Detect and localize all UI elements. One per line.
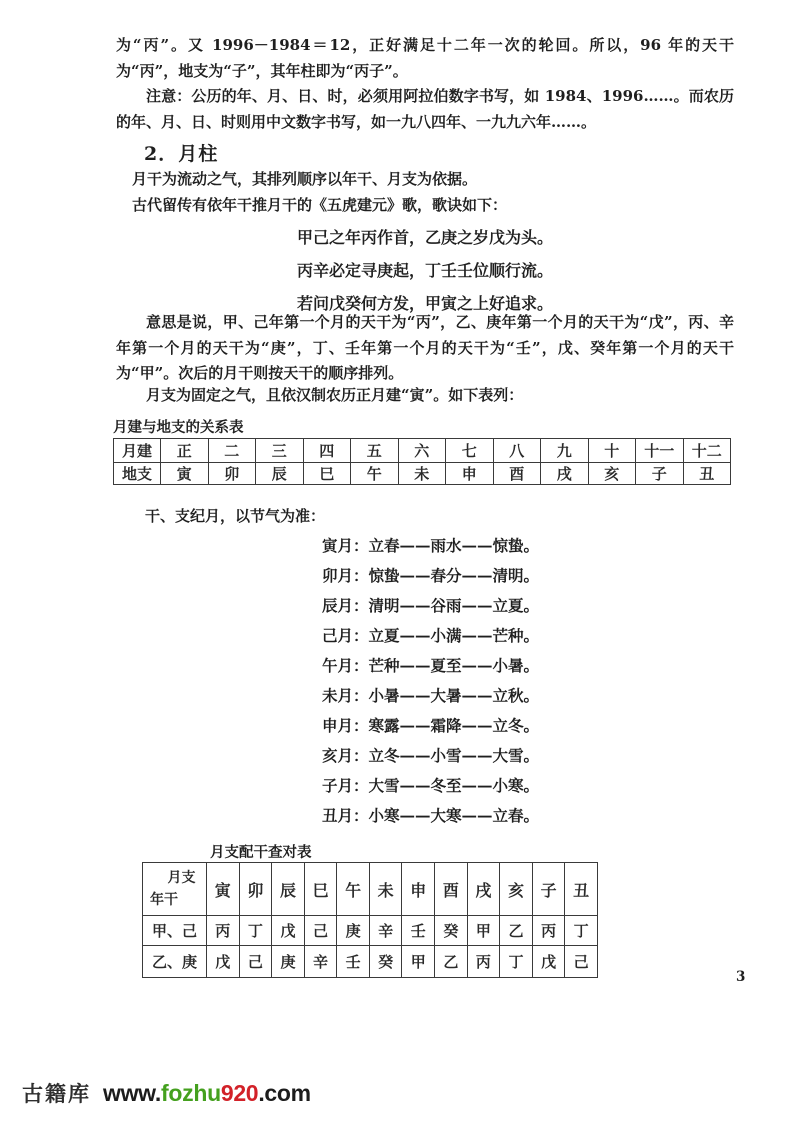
footer [22, 1078, 311, 1108]
url-fozhu-segment: fozhu [161, 1080, 221, 1106]
column-header-cell: 寅 [207, 863, 240, 916]
intro-line-2: 古代留传有依年干推月干的《五虎建元》歌，歌诀如下： [132, 196, 508, 214]
site-url [103, 1080, 311, 1107]
table-cell: 丁 [239, 916, 272, 946]
table-cell: 辰 [256, 463, 304, 485]
table-cell: 丙 [532, 916, 565, 946]
table-cell: 丑 [683, 463, 731, 485]
table-cell: 九 [541, 439, 589, 463]
url-tld-segment: .com [258, 1080, 311, 1106]
list-item: 未月：小暑——大暑——立秋。 [322, 686, 540, 705]
url-920-segment: 920 [220, 1080, 259, 1106]
table1-title: 月建与地支的关系表 [113, 419, 244, 436]
table-cell: 巳 [303, 463, 351, 485]
table-cell: 酉 [493, 463, 541, 485]
table-cell: 戊 [272, 916, 305, 946]
table-cell: 甲 [402, 946, 435, 978]
month-branch-table [113, 438, 731, 485]
column-header-cell: 巳 [304, 863, 337, 916]
table-cell: 庚 [337, 916, 370, 946]
table2-title: 月支配干查对表 [210, 844, 312, 861]
table-cell: 戌 [541, 463, 589, 485]
table-cell: 三 [256, 439, 304, 463]
column-header-cell: 戌 [467, 863, 500, 916]
table-cell: 五 [351, 439, 399, 463]
note-paragraph: 注意：公历的年、月、日、时，必须用阿拉伯数字书写，如 1984、1996……。而农历的年、月、日、时则用中文数字书写，如一九八四年、一九九六年……。 [116, 87, 734, 131]
table-cell: 七 [446, 439, 494, 463]
table-cell: 二 [208, 439, 256, 463]
explanation-paragraph: 意思是说，甲、己年第一个月的天干为“丙”，乙、庚年第一个月的天干为“戊”，丙、辛年第一个月的天干为“庚”，丁、壬年第一个月的天干为“壬”，戊、癸年第一个月的天干为“甲”。次后的月干则按天干的顺序排列。 [116, 313, 734, 382]
table-cell: 丁 [500, 946, 533, 978]
list-item: 辰月：清明——谷雨——立夏。 [322, 596, 540, 615]
corner-bottom-label: 年干 [150, 892, 178, 908]
table-cell: 申 [446, 463, 494, 485]
poem-line: 丙辛必定寻庚起，丁壬壬位顺行流。 [296, 261, 553, 280]
corner-top-label: 月支 [167, 870, 196, 886]
table-cell: 午 [351, 463, 399, 485]
table-row [143, 946, 598, 978]
column-header-cell: 未 [369, 863, 402, 916]
column-header-cell: 丑 [565, 863, 598, 916]
table-cell: 辛 [304, 946, 337, 978]
table-cell: 寅 [161, 463, 209, 485]
table-cell: 未 [398, 463, 446, 485]
list-item: 丑月：小寒——大寒——立春。 [322, 806, 540, 825]
row-header-cell: 甲、己 [143, 916, 207, 946]
table-cell: 十二 [683, 439, 731, 463]
table-cell: 壬 [402, 916, 435, 946]
list-item: 亥月：立冬——小雪——大雪。 [322, 746, 540, 765]
column-header-cell: 酉 [435, 863, 468, 916]
page-number: 3 [736, 969, 746, 985]
table-cell: 癸 [369, 946, 402, 978]
column-header-cell: 亥 [500, 863, 533, 916]
table-row [114, 439, 731, 463]
list-item: 子月：大雪——冬至——小寒。 [322, 776, 540, 795]
table-cell: 己 [565, 946, 598, 978]
table-cell: 十一 [636, 439, 684, 463]
site-logo-text: 古籍库 [22, 1083, 91, 1106]
corner-header-cell [143, 863, 207, 916]
column-header-cell: 申 [402, 863, 435, 916]
table-row [114, 463, 731, 485]
table-cell: 卯 [208, 463, 256, 485]
column-header-cell: 辰 [272, 863, 305, 916]
table-cell: 丙 [467, 946, 500, 978]
table-cell: 戊 [532, 946, 565, 978]
solar-terms-intro: 干、支纪月，以节气为准： [145, 507, 326, 525]
table-cell: 丁 [565, 916, 598, 946]
table-cell: 乙 [435, 946, 468, 978]
table-cell: 亥 [588, 463, 636, 485]
table-cell: 癸 [435, 916, 468, 946]
row-header-cell: 乙、庚 [143, 946, 207, 978]
list-item: 申月：寒露——霜降——立冬。 [322, 716, 540, 735]
table-cell: 辛 [369, 916, 402, 946]
intro-line-1: 月干为流动之气，其排列顺序以年干、月支为依据。 [132, 170, 478, 188]
paragraph-block-top [116, 33, 734, 135]
row-header-cell: 地支 [114, 463, 161, 485]
table-cell: 八 [493, 439, 541, 463]
column-header-cell: 卯 [239, 863, 272, 916]
table-cell: 六 [398, 439, 446, 463]
table-cell: 乙 [500, 916, 533, 946]
table-cell: 正 [161, 439, 209, 463]
column-header-cell: 午 [337, 863, 370, 916]
table-cell: 庚 [272, 946, 305, 978]
list-item: 午月：芒种——夏至——小暑。 [322, 656, 540, 675]
row-header-cell: 月建 [114, 439, 161, 463]
table-cell: 壬 [337, 946, 370, 978]
table-cell: 甲 [467, 916, 500, 946]
table-cell: 子 [636, 463, 684, 485]
list-item: 寅月：立春——雨水——惊蛰。 [322, 536, 540, 555]
table-cell: 十 [588, 439, 636, 463]
list-item: 卯月：惊蛰——春分——清明。 [322, 566, 540, 585]
wuhu-jianyuan-poem [116, 221, 734, 320]
table-cell: 戊 [207, 946, 240, 978]
column-header-cell: 子 [532, 863, 565, 916]
poem-line: 甲己之年丙作首，乙庚之岁戊为头。 [296, 228, 553, 247]
table-cell: 己 [239, 946, 272, 978]
table-cell: 丙 [207, 916, 240, 946]
section-heading: 2．月柱 [144, 143, 219, 165]
table-cell: 四 [303, 439, 351, 463]
table-header-row [143, 863, 598, 916]
month-stem-table [142, 862, 598, 978]
url-www-segment: www. [103, 1080, 162, 1106]
poem-line: 若问戊癸何方发，甲寅之上好追求。 [296, 294, 553, 313]
table-lead-paragraph: 月支为固定之气，且依汉制农历正月建“寅”。如下表列： [146, 386, 524, 404]
table-cell: 己 [304, 916, 337, 946]
continuation-paragraph: 为“丙”。又 1996－1984＝12，正好满足十二年一次的轮回。所以，96 年的天干为“丙”，地支为“子”，其年柱即为“丙子”。 [116, 36, 734, 80]
table-row [143, 916, 598, 946]
solar-terms-list [322, 531, 539, 831]
list-item: 己月：立夏——小满——芒种。 [322, 626, 540, 645]
